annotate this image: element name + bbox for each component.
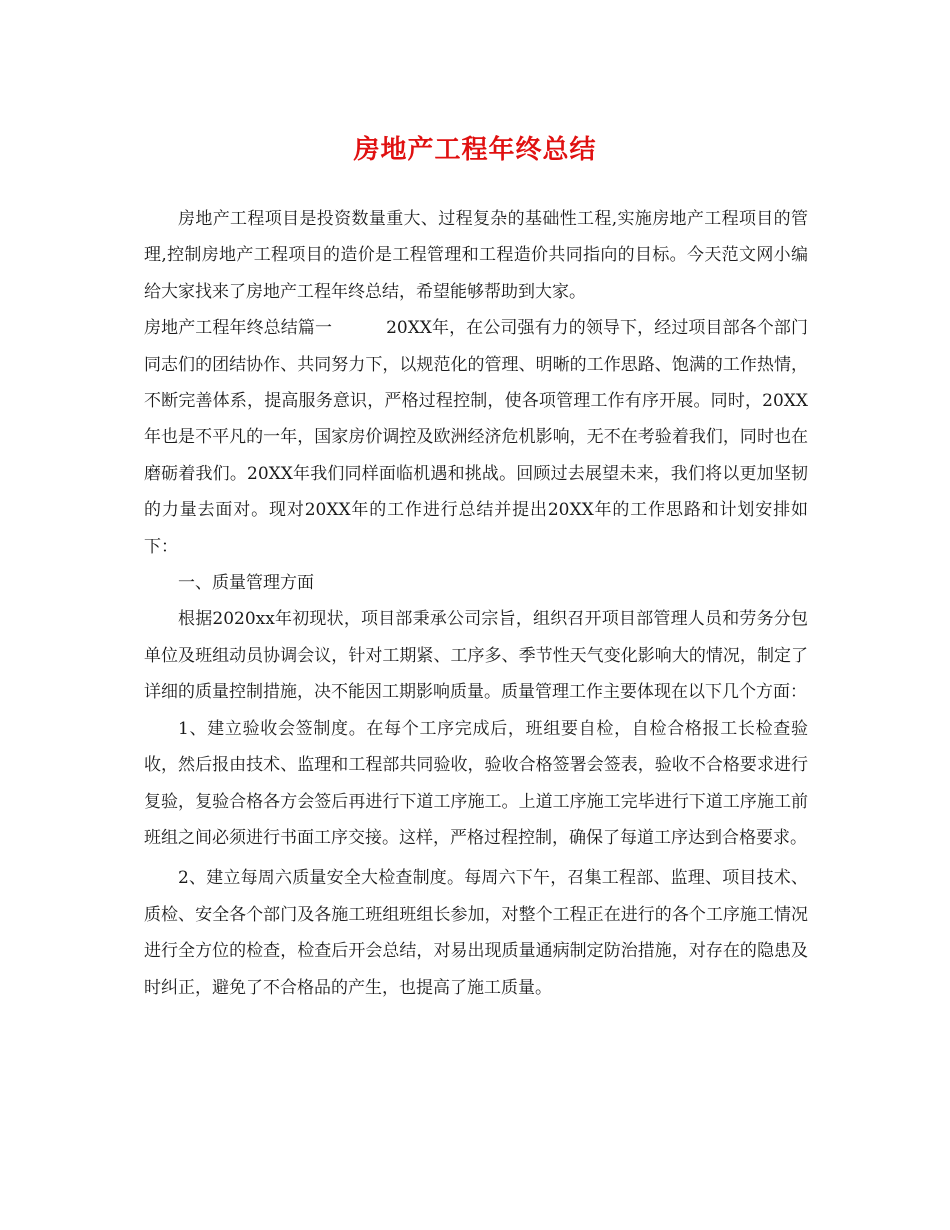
list-item-1: 1、建立验收会签制度。在每个工序完成后，班组要自检，自检合格报工长检查验收，然后报由技术、监理和工程部共同验收，验收合格签署会签表，验收不合格要求进行复验，复验合格各方会签后再进行下道工序施工。上道工序施工完毕进行下道工序施工前班组之间必须进行书面工序交接。这样，严格过程控制，确保了每道工序达到合格要求。 bbox=[144, 718, 808, 848]
intro-paragraph: 房地产工程项目是投资数量重大、过程复杂的基础性工程,实施房地产工程项目的管理,控制房地产工程项目的造价是工程管理和工程造价共同指向的目标。今天范文网小编给大家找来了房地产工程年终总结，希望能够帮助到大家。 bbox=[144, 209, 808, 302]
section-label: 房地产工程年终总结篇一 bbox=[144, 318, 333, 339]
list-item-2: 2、建立每周六质量安全大检查制度。每周六下午，召集工程部、监理、项目技术、质检、安全各个部门及各施工班组班组长参加，对整个工程正在进行的各个工序施工情况进行全方位的检查，检查后开会总结，对易出现质量通病制定防治措施，对存在的隐患及时纠正，避免了不合格品的产生，也提高了施工质量。 bbox=[144, 868, 808, 998]
quality-paragraph: 根据2020xx年初现状，项目部秉承公司宗旨，组织召开项目部管理人员和劳务分包单位及班组动员协调会议，针对工期紧、工序多、季节性天气变化影响大的情况，制定了详细的质量控制措施，决不能因工期影响质量。质量管理工作主要体现在以下几个方面： bbox=[144, 609, 808, 703]
heading-quality-management: 一、质量管理方面 bbox=[178, 573, 314, 594]
document-title: 房地产工程年终总结 bbox=[353, 135, 597, 165]
section-paragraph bbox=[144, 310, 808, 565]
section-text: 20XX年，在公司强有力的领导下，经过项目部各个部门同志们的团结协作、共同努力下，以规范化的管理、明晰的工作思路、饱满的工作热情，不断完善体系，提高服务意识，严格过程控制，使各项管理工作有序开展。同时，20XX年也是不平凡的一年，国家房价调控及欧洲经济危机影响，无不在考验着我们，同时也在磨砺着我们。20XX年我们同样面临机遇和挑战。回顾过去展望未来，我们将以更加坚韧的力量去面对。现对20XX年的工作进行总结并提出20XX年的工作思路和计划安排如下： bbox=[144, 318, 809, 557]
document-body bbox=[144, 201, 808, 1006]
